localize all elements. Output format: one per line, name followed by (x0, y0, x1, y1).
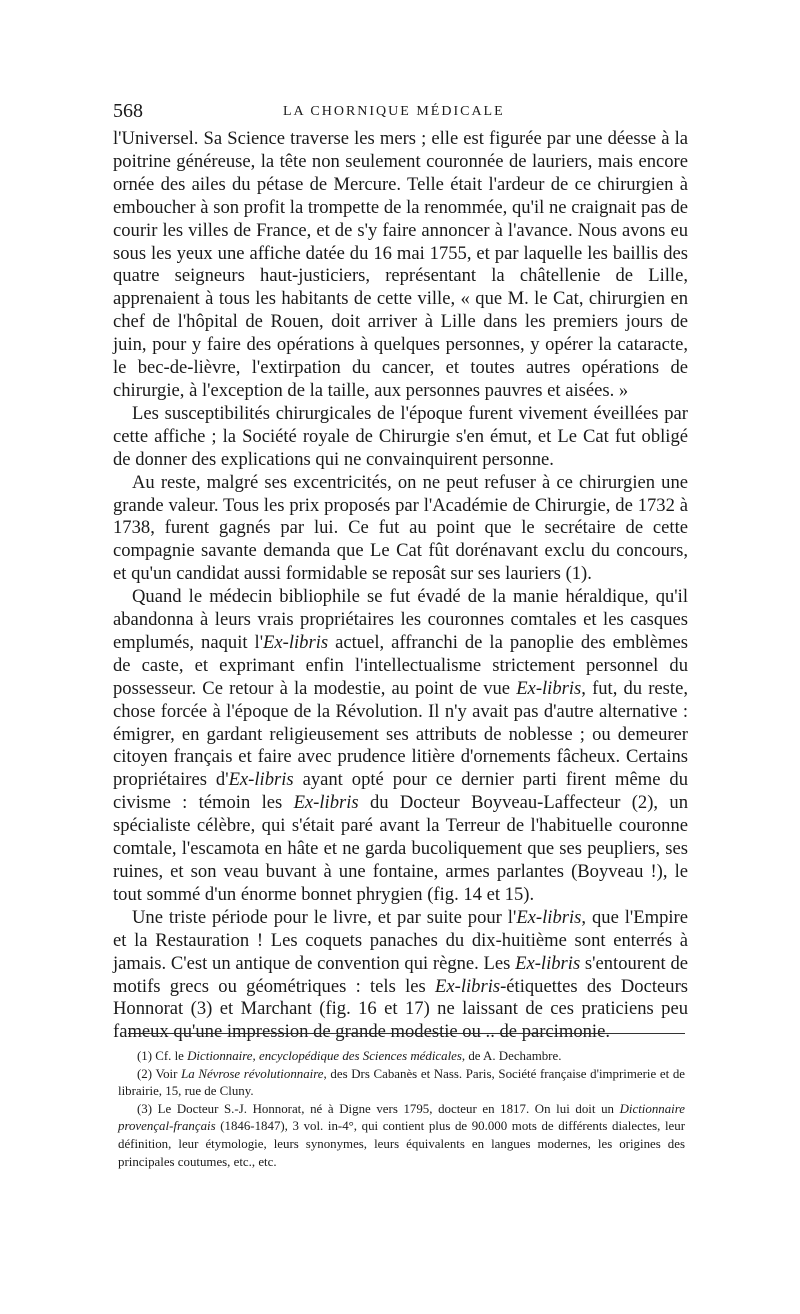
page-number: 568 (113, 100, 143, 122)
paragraph: Une triste période pour le livre, et par suite pour l'Ex-libris, que l'Empire et la Restauration ! Les coquets panaches du dix-huitième sont enterrés à jamais. C'est un antique de convention qui règne. Les Ex-libris s'entourent de motifs grecs ou géométriques : tels les Ex-libris-étiquettes des Docteurs Honnorat (3) et Marchant (fig. 16 et 17) ne laissant de ces praticiens peu fameux qu'une impression de grande modestie ou .. de parcimonie. (113, 906, 688, 1043)
running-head: LA CHORNIQUE MÉDICALE (283, 104, 505, 119)
body-text (113, 128, 688, 1044)
footnote: (1) Cf. le Dictionnaire, encyclopédique des Sciences médicales, de A. Dechambre. (137, 1049, 562, 1063)
footnote: (3) Le Docteur S.-J. Honnorat, né à Digne vers 1795, docteur en 1817. On lui doit un Dictionnaire provençal-français (1846-1847), 3 vol. in-4°, qui contient plus de 90.000 mots de différents dialectes, leur définition, leur étymologie, leurs synonymes, leurs équivalents en langues modernes, les origines des principales coutumes, etc., etc. (118, 1101, 685, 1169)
paragraph: Les susceptibilités chirurgicales de l'époque furent vivement éveillées par cette affiche ; la Société royale de Chirurgie s'en émut, et Le Cat fut obligé de donner des explications qui ne convainquirent personne. (113, 402, 688, 470)
paragraph: l'Universel. Sa Science traverse les mers ; elle est figurée par une déesse à la poitrine généreuse, la tête non seulement couronnée de lauriers, mais encore ornée des ailes du pétase de Mercure. Telle était l'ardeur de ce chirurgien à emboucher à son profit la trompette de la renommée, qu'il ne craignait pas de courir les villes de France, et de s'y faire annoncer à l'avance. Nous avons eu sous les yeux une affiche datée du 16 mai 1755, et par laquelle les baillis des quatre seigneurs haut-justiciers, représentant la châtellenie de Lille, apprenaient à tous les habitants de cette ville, « que M. le Cat, chirurgien en chef de l'hôpital de Rouen, doit arriver à Lille dans les premiers jours de juin, pour y faire des opérations à quelques personnes, y opérer la cataracte, le bec-de-lièvre, l'extirpation du cancer, et toutes autres opérations de chirurgie, à l'exception de la taille, aux personnes pauvres et aisées. » (113, 128, 688, 401)
page-header (113, 100, 688, 124)
footnote: (2) Voir La Névrose révolutionnaire, des Drs Cabanès et Nass. Paris, Société française d'imprimerie et de librairie, 15, rue de Cluny. (118, 1066, 686, 1099)
footnote-divider (128, 1033, 685, 1034)
footnotes (118, 1048, 685, 1171)
paragraph: Quand le médecin bibliophile se fut évadé de la manie héraldique, qu'il abandonna à leurs vrais propriétaires les couronnes comtales et les casques emplumés, naquit l'Ex-libris actuel, affranchi de la panoplie des emblèmes de caste, et exprimant enfin l'intellectualisme strictement personnel du possesseur. Ce retour à la modestie, au point de vue Ex-libris, fut, du reste, chose forcée à l'époque de la Révolution. Il n'y avait pas d'autre alternative : émigrer, en gardant religieusement ses attributs de noblesse ; ou demeurer citoyen français et faire avec prudence litière d'ornements fâcheux. Certains propriétaires d'Ex-libris ayant opté pour ce dernier parti firent même du civisme : témoin les Ex-libris du Docteur Boyveau-Laffecteur (2), un spécialiste célèbre, qui s'était paré avant la Terreur de l'habituelle couronne comtale, l'escamota en hâte et ne garda bucoliquement que ses peupliers, ses ruines, et son veau buvant à une fontaine, armes parlantes (Boyveau !), le tout sommé d'un énorme bonnet phrygien (fig. 14 et 15). (113, 586, 688, 905)
paragraph: Au reste, malgré ses excentricités, on ne peut refuser à ce chirurgien une grande valeur. Tous les prix proposés par l'Académie de Chirurgie, de 1732 à 1738, furent gagnés par lui. Ce fut au point que le secrétaire de cette compagnie savante demanda que Le Cat fût dorénavant exclu du concours, et qu'un candidat aussi formidable se reposât sur ses lauriers (1). (113, 471, 688, 585)
